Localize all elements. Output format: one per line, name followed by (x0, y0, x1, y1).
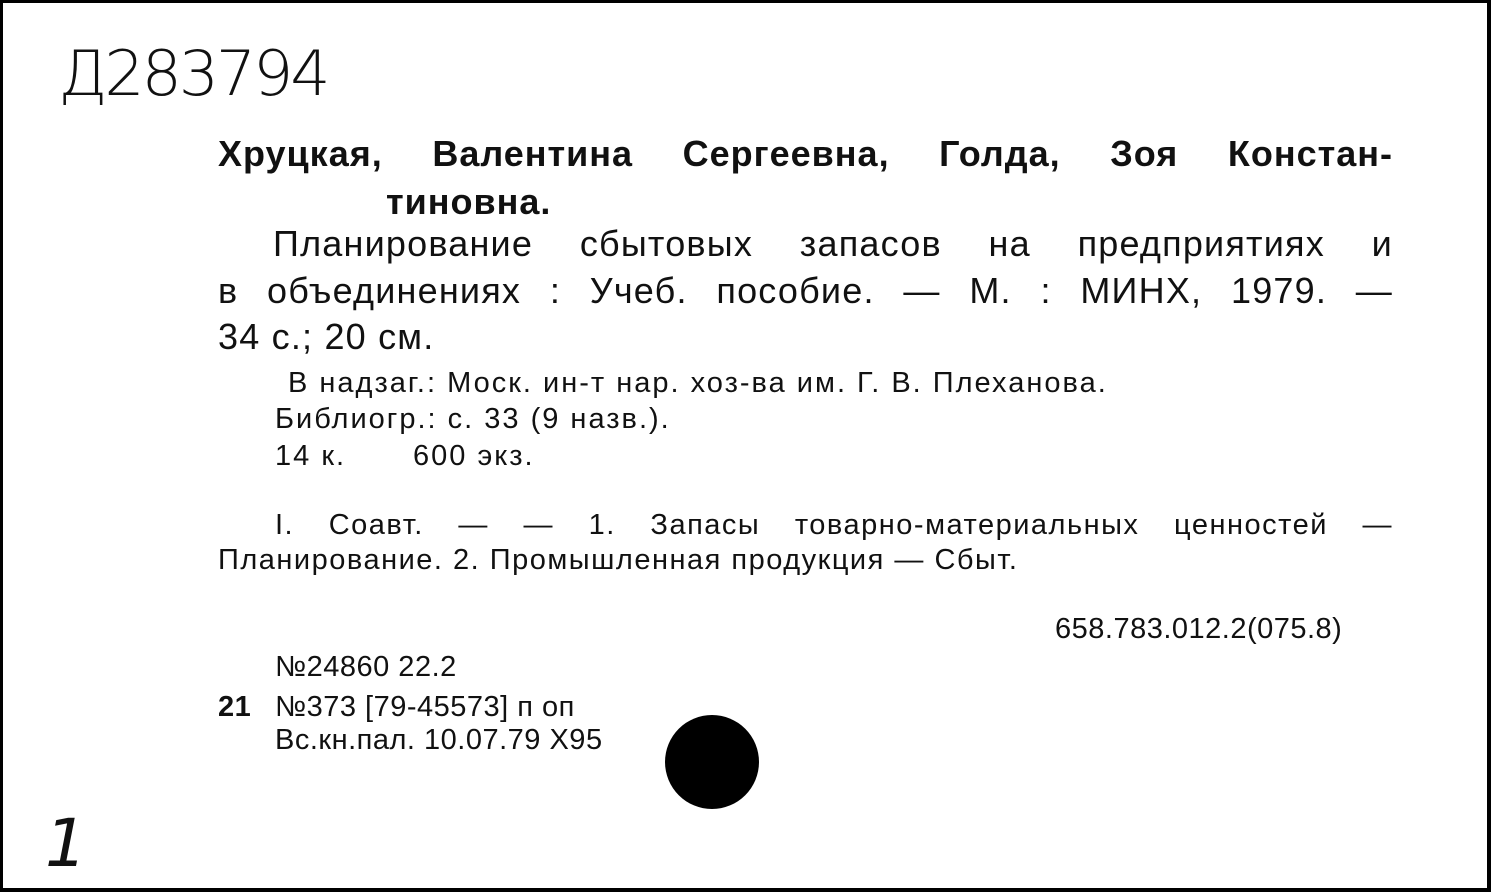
udc-classification: 658.783.012.2(075.8) (1055, 613, 1343, 645)
handwritten-inventory-number: Д283794 (58, 37, 328, 110)
author-line-1: Хруцкая, Валентина Сергеевна, Голда, Зоя Констан- (218, 133, 1393, 174)
title-line-2: в объединениях : Учеб. пособие. — М. : МИНХ, 1979. — (218, 270, 1393, 311)
note-header: В надзаг.: Моск. ин-т нар. хоз-ва им. Г. В. Плеханова. (288, 367, 1108, 399)
title-line-1: Планирование сбытовых запасов на предприятиях и (273, 223, 1393, 264)
registration-line-1: №24860 22.2 (275, 651, 457, 683)
title-line-3: 34 с.; 20 см. (218, 316, 435, 357)
registration-line-2: №373 [79-45573] п оп (275, 691, 575, 723)
price: 14 к. (275, 440, 347, 472)
note-bibliography: Библиогр.: с. 33 (9 назв.). (275, 403, 671, 435)
registration-line-3: Вс.кн.пал. 10.07.79 Х95 (275, 724, 603, 756)
punch-hole (665, 715, 759, 809)
print-run: 600 экз. (413, 440, 535, 472)
handwritten-margin-mark: 1 (45, 805, 87, 882)
author-line-2: тиновна. (386, 181, 552, 222)
subjects-line-2: Планирование. 2. Промышленная продукция — Сбыт. (218, 544, 1019, 576)
registration-number: 21 (218, 691, 252, 723)
subjects-line-1: I. Соавт. — — 1. Запасы товарно-материальных ценностей — (275, 509, 1393, 541)
